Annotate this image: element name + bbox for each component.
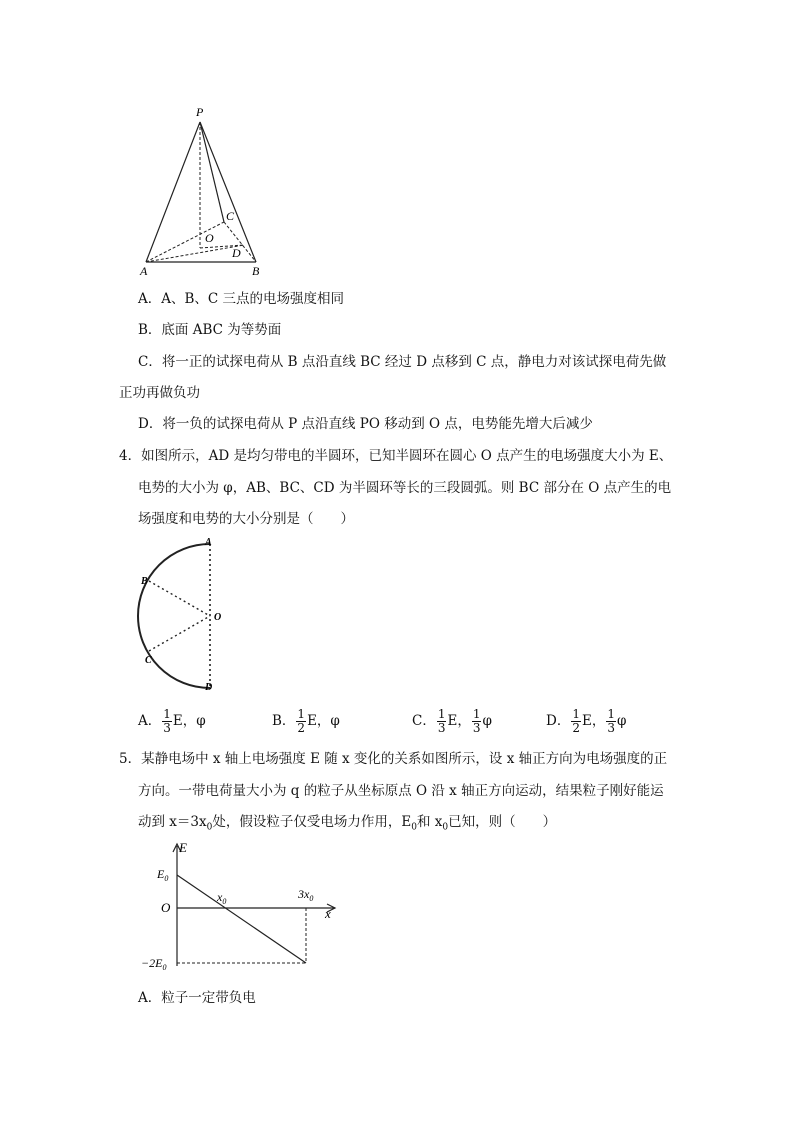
q5-stem-line2: 方向。一带电荷量大小为 q 的粒子从坐标原点 O 沿 x 轴正方向运动，结果粒子刚好能运: [138, 783, 664, 799]
q3-option-c-line1: C．将一正的试探电荷从 B 点沿直线 BC 经过 D 点移到 C 点，静电力对该试探电荷先做: [138, 354, 667, 370]
label-d: D: [205, 682, 213, 693]
q3-option-c-line2: 正功再做负功: [119, 385, 200, 401]
q4-stem-line1: 4．如图所示，AD 是均匀带电的半圆环，已知半圆环在圆心 O 点产生的电场强度大小为 E、: [119, 448, 673, 464]
q5-option-a: A．粒子一定带负电: [138, 990, 256, 1006]
q4-option-d-mid: E，: [581, 713, 606, 729]
e-x-graph: [135, 838, 345, 973]
q4-option-b-letter: B．: [272, 713, 296, 729]
q4-option-b-rest: E，φ: [307, 713, 340, 729]
q3-option-d: D．将一负的试探电荷从 P 点沿直线 PO 移动到 O 点，电势能先增大后减少: [138, 416, 593, 432]
label-d: D: [232, 246, 241, 260]
axis-label-x: x: [325, 906, 331, 921]
tetrahedron-figure: [130, 100, 280, 280]
q4-option-d-rest: φ: [616, 713, 627, 729]
tick-e0: $E_0$: [157, 867, 169, 883]
q4-option-c-letter: C．: [412, 713, 436, 729]
q4-option-c: [412, 708, 492, 735]
tick-3x0: $3x_0$: [298, 887, 314, 903]
q3-option-a: A．A、B、C 三点的电场强度相同: [138, 291, 345, 307]
q4-option-c-fraction1: $\frac{1}{3}$: [437, 707, 446, 735]
label-o: O: [214, 612, 222, 623]
q4-option-b-fraction: $\frac{1}{2}$: [297, 707, 306, 735]
label-c: C: [226, 209, 235, 223]
label-a: A: [140, 264, 148, 278]
q4-option-c-rest: φ: [482, 713, 492, 729]
q4-option-a: [138, 708, 206, 735]
q4-option-d: [546, 708, 626, 735]
q4-option-a-fraction: $\frac{1}{3}$: [163, 707, 171, 735]
axis-label-e: E: [179, 840, 187, 855]
label-c: C: [145, 655, 152, 666]
q4-option-a-rest: E，φ: [172, 713, 206, 729]
label-b: B: [141, 576, 148, 587]
origin-label: O: [161, 900, 171, 915]
q4-option-b: [272, 708, 340, 735]
label-a: A: [205, 537, 212, 548]
semicircle-figure: [135, 536, 235, 696]
q4-option-d-fraction1: $\frac{1}{2}$: [572, 707, 580, 735]
label-o: O: [205, 231, 214, 245]
q5-stem-line1: 5．某静电场中 x 轴上电场强度 E 随 x 变化的关系如图所示，设 x 轴正方向为电场强度的正: [119, 751, 668, 767]
label-b: B: [252, 264, 260, 278]
q4-stem-line3: 场强度和电势的大小分别是（ ）: [138, 511, 354, 527]
q4-option-a-letter: A．: [138, 713, 162, 729]
q3-option-b: B．底面 ABC 为等势面: [138, 322, 282, 338]
q5-stem-line3: 动到 $x=3x_0$处，假设粒子仅受电场力作用，$E_0$和 $x_0$已知，则（ ）: [138, 814, 557, 833]
q4-option-d-letter: D．: [546, 713, 571, 729]
q4-option-c-fraction2: $\frac{1}{3}$: [472, 707, 481, 735]
tick-x0: $x_0$: [217, 890, 227, 906]
q4-option-d-fraction2: $\frac{1}{3}$: [607, 707, 615, 735]
tick-minus-2e0: $-2E_0$: [141, 956, 167, 972]
q4-option-c-mid: E，: [447, 713, 471, 729]
label-p: P: [196, 105, 204, 119]
q4-stem-line2: 电势的大小为 φ，AB、BC、CD 为半圆环等长的三段圆弧。则 BC 部分在 O 点产生的电: [138, 480, 672, 496]
